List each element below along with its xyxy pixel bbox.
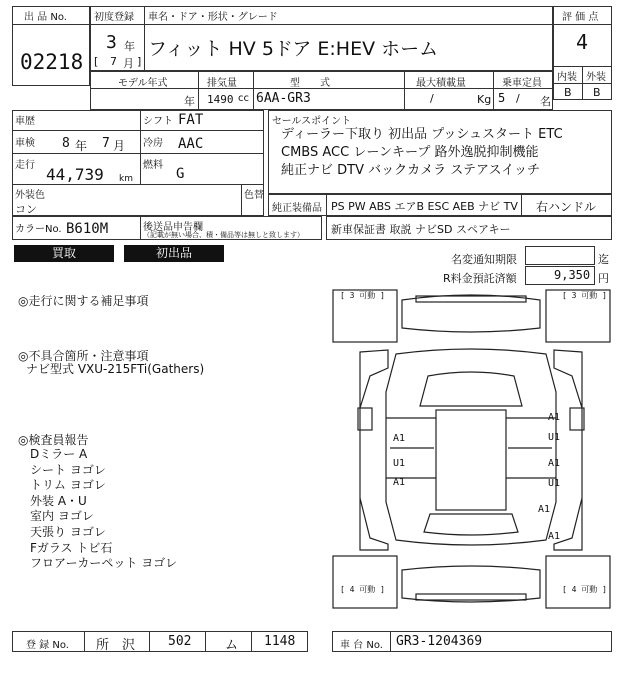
first-reg-month-close: ] [137,55,142,68]
max-load-unit: Kg [477,93,492,106]
damage-mark-right-a1-2: A1 [548,458,561,469]
handle-side: 右ハンドル [536,200,597,214]
name-change-box [525,246,595,265]
max-load-value: / [430,92,434,105]
mileage-unit: km [119,174,133,184]
sales-point-line: ディーラー下取り 初出品 プッシュスタート ETC [281,127,563,142]
damage-mark-right-u1: U1 [548,432,561,443]
chassis-number: GR3-1204369 [396,634,483,649]
model-year-unit: 年 [184,95,195,108]
mileage-label: 走行 [15,160,35,171]
score-label: 評 価 点 [562,12,599,23]
first-reg-month-unit: 月 [123,57,134,70]
rear-window [424,514,518,535]
color-no-value: B610M [66,221,109,237]
inspector-line: 室内 ヨゴレ [30,509,94,524]
car-name-label: 車名・ドア・形状・グレード [148,12,278,23]
rear-bumper-outline [402,566,540,602]
fuel-label: 燃料 [143,160,163,171]
first-reg-month: 7 [110,55,117,68]
exterior-grade: B [593,86,601,99]
reg-kana: ム [225,638,239,653]
equipment-items: PS PW ABS エアB ESC AEB ナビ TV [331,200,518,213]
right-side-outline [554,350,582,550]
history-label: 車歴 [15,116,35,127]
inspection-month: 7 [102,136,110,151]
body-outline [386,349,556,545]
damage-mark-left-a1-2: A1 [393,477,406,488]
damage-mark-left-a1: A1 [393,433,406,444]
damage-mark-right-a1-4: A1 [548,531,561,542]
fuel-value: G [176,166,185,182]
recycle-unit: 円 [598,272,609,285]
post-items-label: 後送品申告欄 [143,222,203,233]
buy-badge: 買取 [14,245,114,262]
inspector-line: フロアーカーペット ヨゴレ [30,556,178,571]
front-bumper-outline [402,295,540,332]
left-side-outline [360,350,388,550]
windshield [420,372,522,406]
corner-label-tl: [ 3 可動 ] [340,291,385,300]
corner-label-br: [ 4 可動 ] [562,585,607,594]
damage-mark-right-a1-3: A1 [538,504,551,515]
post-items-note: （記載が無い場合、積・備品等は無しと致します） [143,231,304,239]
inspection-year: 8 [62,136,70,151]
extras-value: 新車保証書 取説 ナビSD スペアキー [331,223,511,236]
details-box [12,110,264,216]
ext-color-value: コン [15,203,37,216]
shift-value: FAT [178,112,204,128]
model-year-label: モデル年式 [118,78,168,89]
tire-box-rear-right [546,556,610,608]
reg-area: 所 沢 [96,638,136,653]
reg-no-label: 登 録 No. [26,640,69,651]
first-reg-year: 3 [106,32,117,53]
recycle-value: 9,350 [554,268,591,282]
sales-point-lines [281,126,563,180]
name-change-unit: 迄 [598,253,609,266]
displacement-value: 1490 [207,93,234,106]
car-name: フィット HV 5ドア E:HEV ホーム [148,38,439,60]
damage-mark-right-a1: A1 [548,412,561,423]
reg-number: 1148 [264,634,296,649]
sales-point-label: セールスポイント [272,116,352,127]
rear-lip [416,594,526,600]
shift-label: シフト [143,116,173,127]
inspector-lines [30,447,177,572]
exterior-label: 外装 [586,72,606,83]
color-no-label: カラーNo. [15,224,62,235]
color-change-label: 色替 [244,190,264,201]
max-load-label: 最大積載量 [416,78,466,89]
sales-point-line: 純正ナビ DTV バックカメラ ステアスイッチ [281,163,540,178]
inspection-month-unit: 月 [113,139,126,153]
inspection-label: 車検 [15,138,35,149]
damage-mark-right-u1-2: U1 [548,478,561,489]
driving-heading: ◎走行に関する補足事項 [18,294,149,308]
interior-grade: B [564,86,572,99]
displacement-unit: cc [238,93,249,104]
first-listing-badge: 初出品 [124,245,224,262]
inspector-heading: ◎検査員報告 [18,433,89,447]
first-reg-label: 初度登録 [94,12,134,23]
capacity-label: 乗車定員 [502,78,542,89]
mileage-value: 44,739 [46,165,104,184]
corner-label-tr: [ 3 可動 ] [562,291,607,300]
inspector-line: シート ヨゴレ [30,462,106,477]
displacement-label: 排気量 [207,78,237,89]
inspector-line: トリム ヨゴレ [30,478,106,493]
inspector-line: Fガラス トビ石 [30,540,113,555]
lot-number: 02218 [20,50,84,74]
first-reg-month-open: [ [94,55,99,68]
capacity-value: 5 [498,91,506,105]
defect-line: ナビ型式 VXU-215FTi(Gathers) [26,362,205,376]
ac-label: 冷房 [143,138,163,149]
name-change-label: 名変通知期限 [451,253,517,266]
inspection-year-unit: 年 [75,139,88,153]
first-reg-year-unit: 年 [124,40,135,53]
inspector-line: 外装 A・U [30,493,87,508]
roof [436,410,506,510]
interior-label: 内装 [557,72,577,83]
reg-class: 502 [168,634,192,649]
car-damage-diagram [330,288,612,610]
capacity-unit: 名 [540,95,551,108]
equipment-label: 純正装備品 [272,203,322,214]
capacity-sep: / [516,92,520,105]
ac-value: AAC [178,136,204,152]
lot-label: 出 品 No. [24,12,67,23]
ext-color-label: 外装色 [15,190,45,201]
recycle-label: R料金預託済額 [443,272,517,285]
score-value: 4 [576,30,589,54]
defect-heading: ◎不具合箇所・注意事項 [18,349,149,363]
model-type: 6AA-GR3 [256,91,311,106]
inspector-line: Dミラー A [30,447,88,461]
type-label: 型 式 [290,78,330,89]
chassis-label: 車 台 No. [340,640,383,651]
sales-point-line: CMBS ACC レーンキープ 路外逸脱抑制機能 [281,145,539,160]
corner-label-bl: [ 4 可動 ] [340,585,385,594]
inspector-line: 天張り ヨゴレ [30,524,106,539]
tire-box-rear-left [333,556,397,608]
damage-mark-left-u1: U1 [393,458,406,469]
